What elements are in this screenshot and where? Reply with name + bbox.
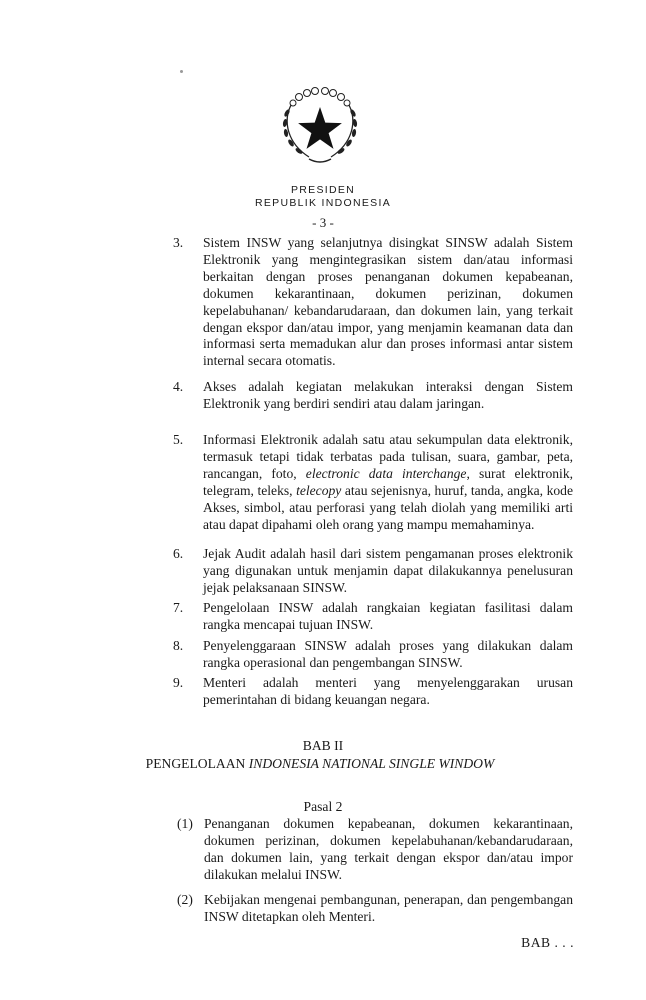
article-clause-2 <box>177 892 573 926</box>
item-number: 8. <box>173 638 184 653</box>
item-text: Informasi Elektronik adalah satu atau sekumpulan data elektronik, termasuk tetapi tidak terbatas pada tulisan, suara, gambar, peta, rancangan, foto, electronic data interchange, surat elektronik, telegram, teleks, telecopy atau sejenisnya, huruf, tanda, angka, kode Akses, simbol, atau perforasi yang telah diolah yang memiliki arti atau dapat dipahami oleh orang yang mampu memahaminya. <box>203 432 574 532</box>
page-number: - 3 - <box>312 215 334 230</box>
definition-item-4 <box>173 379 573 413</box>
definition-item-6 <box>173 546 573 597</box>
chapter-title: BAB II <box>302 738 344 753</box>
item-text: Sistem INSW yang selanjutnya disingkat SINSW adalah Sistem Elektronik yang mengintegrasikan sistem dan/atau informasi berkaitan dengan proses penanganan dokumen kepabeanan, dokumen kekarantinaan, dokumen perizinan, dokumen kepelabuhanan/ kebandarudaraan, dan dokumen lain, yang terkait dengan ekspor dan/atau impor, yang menjamin keamanan data dan informasi serta memadukan alur dan proses informasi antar sistem internal secara otomatis. <box>203 235 573 369</box>
item-number: 7. <box>173 600 184 615</box>
clause-text: Penanganan dokumen kepabeanan, dokumen kekarantinaan, dokumen perizinan, dokumen kepelabuhanan/kebandarudaraan, dan dokumen lain, yang terkait dengan ekspor dan/atau impor dilakukan melalui INSW. <box>204 816 573 882</box>
definition-item-9 <box>173 675 573 709</box>
header-republic: REPUBLIK INDONESIA <box>254 197 391 209</box>
continuation-marker: BAB . . . <box>521 935 574 950</box>
item-text: Penyelenggaraan SINSW adalah proses yang dilakukan dalam rangka operasional dan pengembangan SINSW. <box>203 638 573 670</box>
scan-mark <box>180 70 183 73</box>
item-number: 9. <box>173 675 184 690</box>
article-title: Pasal 2 <box>303 799 343 814</box>
chapter-subtitle: PENGELOLAAN INDONESIA NATIONAL SINGLE WINDOW <box>145 756 495 771</box>
definition-item-8 <box>173 638 573 672</box>
garuda-emblem-icon <box>275 87 365 167</box>
clause-text: Kebijakan mengenai pembangunan, penerapan, dan pengembangan INSW ditetapkan oleh Menteri. <box>204 892 573 924</box>
clause-number: (1) <box>177 816 193 831</box>
item-number: 5. <box>173 432 184 447</box>
item-number: 4. <box>173 379 184 394</box>
item-text: Menteri adalah menteri yang menyelenggarakan urusan pemerintahan di bidang keuangan negara. <box>203 675 573 707</box>
item-number: 6. <box>173 546 184 561</box>
definition-item-3 <box>173 235 573 370</box>
definition-item-7 <box>173 600 573 634</box>
item-number: 3. <box>173 235 184 250</box>
item-text: Jejak Audit adalah hasil dari sistem pengamanan proses elektronik yang digunakan untuk menjamin dapat dilakukannya penelusuran jejak pelaksanaan SINSW. <box>203 546 573 595</box>
item-text: Pengelolaan INSW adalah rangkaian kegiatan fasilitasi dalam rangka mencapai tujuan INSW. <box>203 600 573 632</box>
item-text: Akses adalah kegiatan melakukan interaksi dengan Sistem Elektronik yang berdiri sendiri atau dalam jaringan. <box>203 379 573 411</box>
article-clause-1 <box>177 816 573 884</box>
definition-item-5 <box>173 432 573 533</box>
clause-number: (2) <box>177 892 193 907</box>
header-president: PRESIDEN <box>290 184 356 196</box>
